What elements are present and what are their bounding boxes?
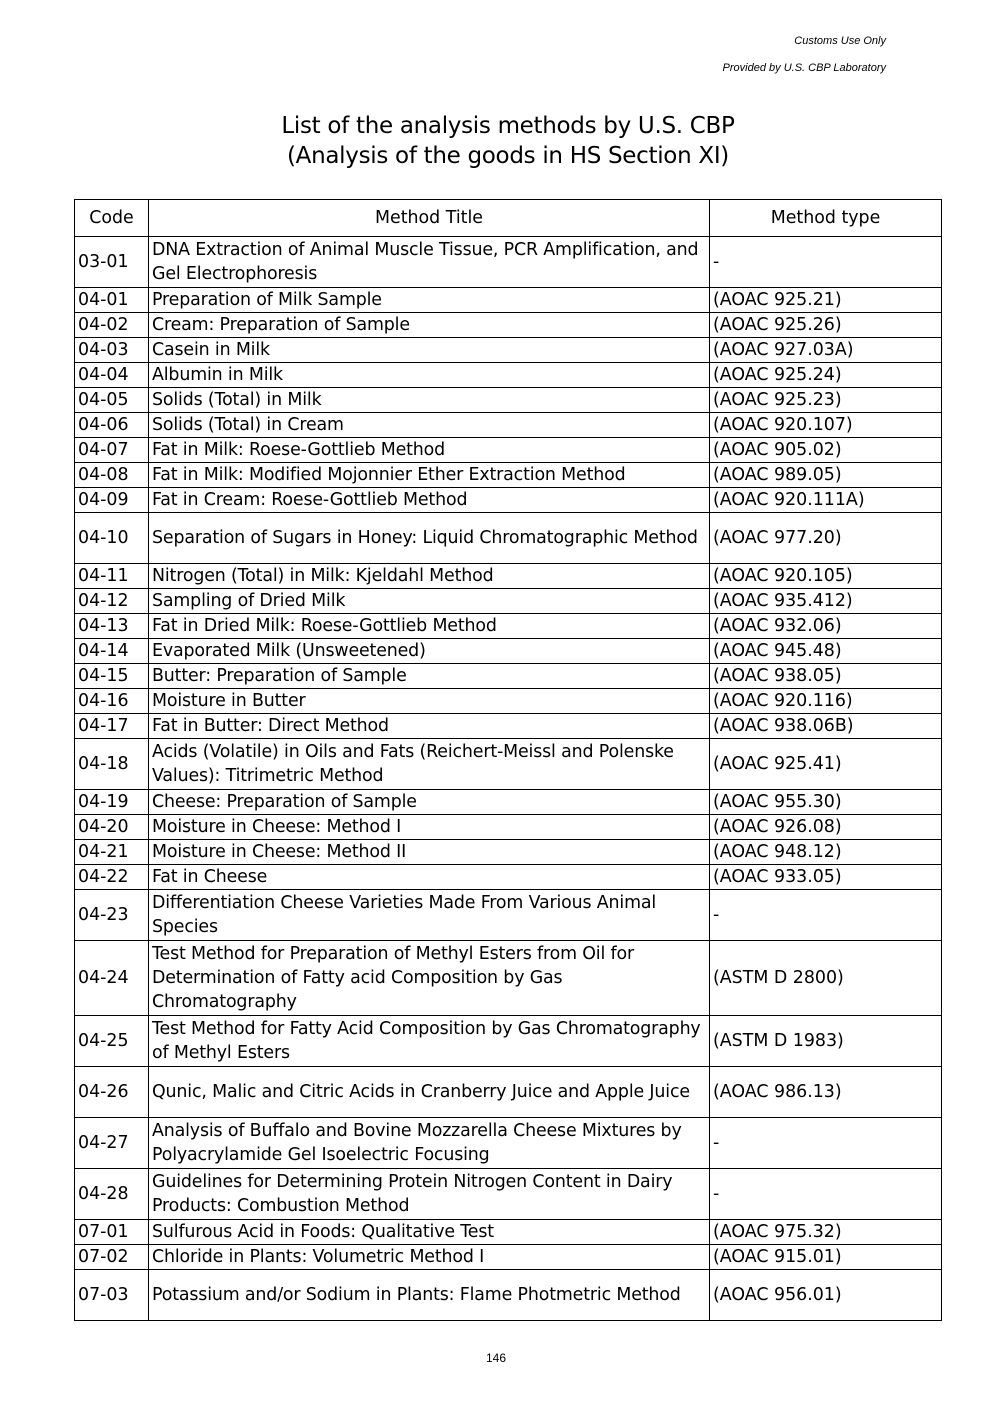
method-type-cell: (AOAC 938.06B) xyxy=(710,714,942,739)
method-title-cell: Preparation of Milk Sample xyxy=(149,288,710,313)
method-title-cell: Acids (Volatile) in Oils and Fats (Reichert-Meissl and Polenske Values): Titrimetric Method xyxy=(149,739,710,790)
column-header-method-type: Method type xyxy=(710,200,942,237)
method-code-cell: 04-22 xyxy=(75,865,149,890)
method-code-cell: 04-13 xyxy=(75,614,149,639)
method-code-cell: 04-09 xyxy=(75,488,149,513)
method-code-cell: 07-01 xyxy=(75,1220,149,1245)
method-title-cell: Analysis of Buffalo and Bovine Mozzarella Cheese Mixtures by Polyacrylamide Gel Isoelectric Focusing xyxy=(149,1118,710,1169)
method-type-cell: (AOAC 956.01) xyxy=(710,1270,942,1321)
method-title-cell: Guidelines for Determining Protein Nitrogen Content in Dairy Products: Combustion Method xyxy=(149,1169,710,1220)
method-type-cell: (AOAC 986.13) xyxy=(710,1067,942,1118)
method-code-cell: 04-11 xyxy=(75,564,149,589)
method-type-cell: (ASTM D 2800) xyxy=(710,941,942,1016)
method-type-cell: (AOAC 925.41) xyxy=(710,739,942,790)
method-title-cell: Moisture in Cheese: Method I xyxy=(149,815,710,840)
method-title-cell: Test Method for Preparation of Methyl Esters from Oil for Determination of Fatty acid Composition by Gas Chromatography xyxy=(149,941,710,1016)
method-type-cell: (AOAC 920.107) xyxy=(710,413,942,438)
method-type-cell: (AOAC 915.01) xyxy=(710,1245,942,1270)
method-code-cell: 04-15 xyxy=(75,664,149,689)
method-title-cell: Solids (Total) in Cream xyxy=(149,413,710,438)
table-row xyxy=(75,388,942,413)
method-title-cell: Differentiation Cheese Varieties Made From Various Animal Species xyxy=(149,890,710,941)
method-title-cell: Potassium and/or Sodium in Plants: Flame Photmetric Method xyxy=(149,1270,710,1321)
table-row xyxy=(75,363,942,388)
method-title-cell: Fat in Dried Milk: Roese-Gottlieb Method xyxy=(149,614,710,639)
method-title-cell: Casein in Milk xyxy=(149,338,710,363)
method-type-cell: (AOAC 935.412) xyxy=(710,589,942,614)
method-type-cell: - xyxy=(710,237,942,288)
table-row xyxy=(75,1067,942,1118)
method-title-cell: Sulfurous Acid in Foods: Qualitative Test xyxy=(149,1220,710,1245)
method-code-cell: 04-16 xyxy=(75,689,149,714)
table-row xyxy=(75,313,942,338)
method-title-cell: Qunic, Malic and Citric Acids in Cranberry Juice and Apple Juice xyxy=(149,1067,710,1118)
method-type-cell: (AOAC 925.24) xyxy=(710,363,942,388)
table-row xyxy=(75,463,942,488)
method-title-cell: Nitrogen (Total) in Milk: Kjeldahl Method xyxy=(149,564,710,589)
method-code-cell: 04-21 xyxy=(75,840,149,865)
method-code-cell: 04-07 xyxy=(75,438,149,463)
table-row xyxy=(75,639,942,664)
method-code-cell: 04-26 xyxy=(75,1067,149,1118)
method-title-cell: Albumin in Milk xyxy=(149,363,710,388)
method-title-cell: Fat in Milk: Roese-Gottlieb Method xyxy=(149,438,710,463)
document-subtitle: (Analysis of the goods in HS Section XI) xyxy=(287,143,729,169)
method-code-cell: 04-27 xyxy=(75,1118,149,1169)
method-type-cell: (AOAC 925.26) xyxy=(710,313,942,338)
table-row xyxy=(75,714,942,739)
table-row xyxy=(75,689,942,714)
method-type-cell: (AOAC 905.02) xyxy=(710,438,942,463)
table-row xyxy=(75,865,942,890)
method-type-cell: (AOAC 938.05) xyxy=(710,664,942,689)
column-header-code: Code xyxy=(75,200,149,237)
table-row xyxy=(75,941,942,1016)
method-type-cell: (AOAC 975.32) xyxy=(710,1220,942,1245)
table-row xyxy=(75,564,942,589)
method-title-cell: Cheese: Preparation of Sample xyxy=(149,790,710,815)
method-code-cell: 04-14 xyxy=(75,639,149,664)
method-code-cell: 07-03 xyxy=(75,1270,149,1321)
method-title-cell: Fat in Milk: Modified Mojonnier Ether Extraction Method xyxy=(149,463,710,488)
method-code-cell: 04-01 xyxy=(75,288,149,313)
method-code-cell: 04-28 xyxy=(75,1169,149,1220)
method-code-cell: 04-08 xyxy=(75,463,149,488)
provided-by-note: Provided by U.S. CBP Laboratory xyxy=(722,62,886,74)
table-row xyxy=(75,1169,942,1220)
method-type-cell: - xyxy=(710,1118,942,1169)
table-row xyxy=(75,1245,942,1270)
table-row xyxy=(75,513,942,564)
method-type-cell: (AOAC 926.08) xyxy=(710,815,942,840)
method-code-cell: 04-24 xyxy=(75,941,149,1016)
table-row xyxy=(75,1118,942,1169)
table-row xyxy=(75,815,942,840)
method-type-cell: (AOAC 925.21) xyxy=(710,288,942,313)
table-header-row xyxy=(75,200,942,237)
method-code-cell: 04-19 xyxy=(75,790,149,815)
methods-table xyxy=(74,199,942,1321)
method-title-cell: Separation of Sugars in Honey: Liquid Chromatographic Method xyxy=(149,513,710,564)
table-row xyxy=(75,890,942,941)
method-type-cell: - xyxy=(710,1169,942,1220)
method-title-cell: Moisture in Cheese: Method II xyxy=(149,840,710,865)
table-row xyxy=(75,237,942,288)
method-title-cell: Fat in Cream: Roese-Gottlieb Method xyxy=(149,488,710,513)
method-code-cell: 07-02 xyxy=(75,1245,149,1270)
method-title-cell: Evaporated Milk (Unsweetened) xyxy=(149,639,710,664)
table-row xyxy=(75,1220,942,1245)
method-title-cell: Fat in Butter: Direct Method xyxy=(149,714,710,739)
page-number: 146 xyxy=(485,1351,507,1365)
methods-table-body xyxy=(75,237,942,1321)
method-type-cell: (AOAC 932.06) xyxy=(710,614,942,639)
method-title-cell: Sampling of Dried Milk xyxy=(149,589,710,614)
method-type-cell: - xyxy=(710,890,942,941)
method-code-cell: 04-20 xyxy=(75,815,149,840)
table-row xyxy=(75,438,942,463)
method-code-cell: 04-23 xyxy=(75,890,149,941)
table-row xyxy=(75,1270,942,1321)
method-code-cell: 04-02 xyxy=(75,313,149,338)
method-type-cell: (ASTM D 1983) xyxy=(710,1016,942,1067)
table-row xyxy=(75,614,942,639)
method-title-cell: Solids (Total) in Milk xyxy=(149,388,710,413)
table-row xyxy=(75,589,942,614)
customs-use-only-note: Customs Use Only xyxy=(794,35,886,47)
table-row xyxy=(75,840,942,865)
method-type-cell: (AOAC 920.116) xyxy=(710,689,942,714)
table-row xyxy=(75,790,942,815)
method-title-cell: Test Method for Fatty Acid Composition by Gas Chromatography of Methyl Esters xyxy=(149,1016,710,1067)
method-title-cell: Cream: Preparation of Sample xyxy=(149,313,710,338)
method-type-cell: (AOAC 948.12) xyxy=(710,840,942,865)
method-type-cell: (AOAC 920.105) xyxy=(710,564,942,589)
method-title-cell: Fat in Cheese xyxy=(149,865,710,890)
method-title-cell: Chloride in Plants: Volumetric Method I xyxy=(149,1245,710,1270)
method-code-cell: 04-10 xyxy=(75,513,149,564)
method-type-cell: (AOAC 945.48) xyxy=(710,639,942,664)
method-code-cell: 04-17 xyxy=(75,714,149,739)
method-code-cell: 04-25 xyxy=(75,1016,149,1067)
table-row xyxy=(75,488,942,513)
table-row xyxy=(75,413,942,438)
method-code-cell: 04-06 xyxy=(75,413,149,438)
column-header-method-title: Method Title xyxy=(149,200,710,237)
method-code-cell: 04-03 xyxy=(75,338,149,363)
table-row xyxy=(75,1016,942,1067)
table-row xyxy=(75,338,942,363)
method-type-cell: (AOAC 955.30) xyxy=(710,790,942,815)
method-code-cell: 04-04 xyxy=(75,363,149,388)
method-type-cell: (AOAC 925.23) xyxy=(710,388,942,413)
method-code-cell: 04-18 xyxy=(75,739,149,790)
method-type-cell: (AOAC 989.05) xyxy=(710,463,942,488)
method-code-cell: 04-12 xyxy=(75,589,149,614)
method-code-cell: 03-01 xyxy=(75,237,149,288)
table-row xyxy=(75,739,942,790)
table-row xyxy=(75,664,942,689)
method-type-cell: (AOAC 920.111A) xyxy=(710,488,942,513)
table-row xyxy=(75,288,942,313)
method-type-cell: (AOAC 977.20) xyxy=(710,513,942,564)
method-title-cell: Moisture in Butter xyxy=(149,689,710,714)
document-title: List of the analysis methods by U.S. CBP xyxy=(281,113,735,139)
method-code-cell: 04-05 xyxy=(75,388,149,413)
method-type-cell: (AOAC 927.03A) xyxy=(710,338,942,363)
method-type-cell: (AOAC 933.05) xyxy=(710,865,942,890)
method-title-cell: Butter: Preparation of Sample xyxy=(149,664,710,689)
method-title-cell: DNA Extraction of Animal Muscle Tissue, PCR Amplification, and Gel Electrophoresis xyxy=(149,237,710,288)
